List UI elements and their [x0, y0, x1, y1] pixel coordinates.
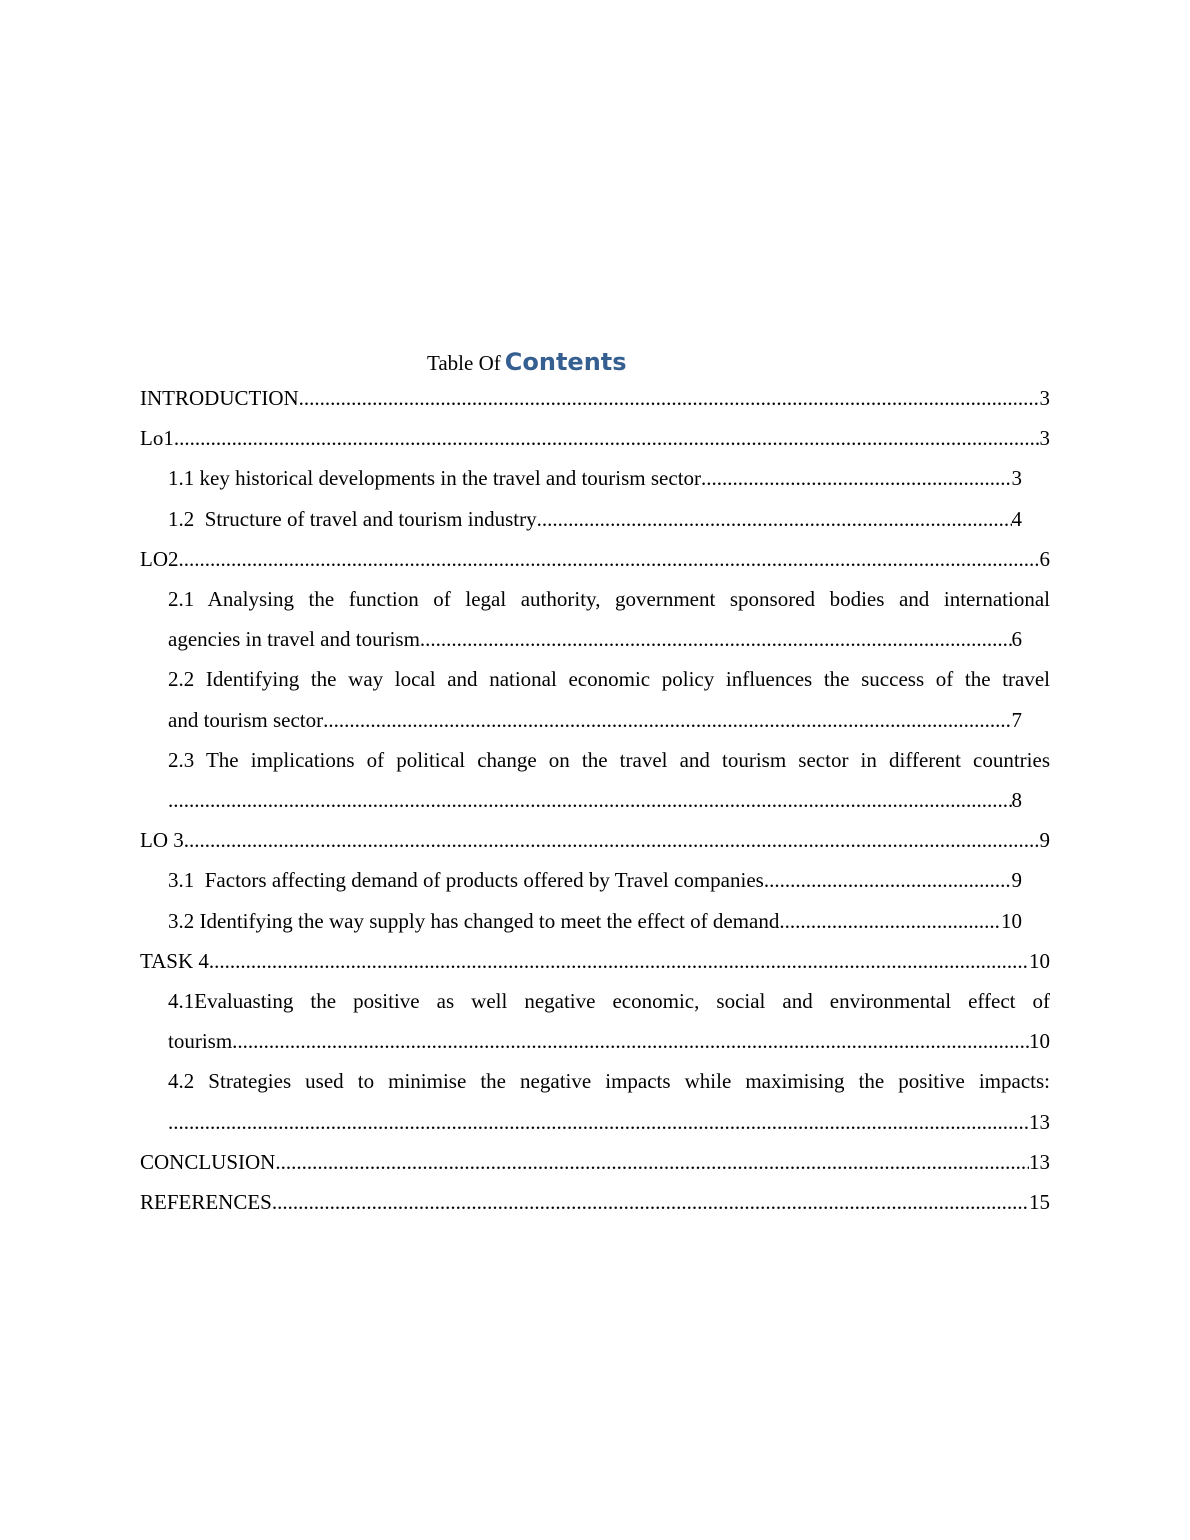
toc-entry-lo1[interactable]: [140, 418, 1050, 458]
toc-entry-lo2[interactable]: [140, 539, 1050, 579]
toc-leader-dots: [168, 780, 1012, 820]
toc-page-number: 13: [1029, 1149, 1050, 1174]
toc-page-number: 3: [1011, 466, 1022, 491]
toc-entry-label-line2: tourism: [168, 1029, 233, 1054]
toc-entry-label-line1: 4.2 Strategies used to minimise the negative impacts while maximising the positive impacts:: [168, 1069, 1050, 1094]
toc-entry-1-2[interactable]: [168, 499, 1022, 539]
toc-page-number: 10: [1029, 948, 1050, 973]
toc-entry-label: CONCLUSION: [140, 1149, 276, 1174]
toc-page-number: 15: [1029, 1190, 1050, 1215]
toc-entry-label-line2: agencies in travel and tourism: [168, 627, 420, 652]
toc-leader-dots: [537, 499, 1012, 539]
toc-leader-dots: [168, 1102, 1029, 1142]
toc-entry-label-line1: 2.3 The implications of political change on the travel and tourism sector in different countries: [168, 747, 1050, 772]
toc-entry-conclusion[interactable]: [140, 1142, 1050, 1182]
toc-page-number: 10: [1001, 908, 1022, 933]
toc-entry-label-line1: 2.1 Analysing the function of legal authority, government sponsored bodies and international: [168, 587, 1050, 612]
toc-leader-dots: [764, 860, 1012, 900]
toc-entry-4-2[interactable]: [140, 1061, 1050, 1141]
toc-leader-dots: [272, 1182, 1029, 1222]
toc-page-number: 6: [1011, 627, 1022, 652]
toc-entry-label-line1: 4.1Evaluasting the positive as well negative economic, social and environmental effect of: [168, 989, 1050, 1014]
toc-entry-label: INTRODUCTION: [140, 386, 299, 410]
toc-entry-label-line1: 2.2 Identifying the way local and national economic policy influences the success of the travel: [168, 667, 1050, 692]
toc-page-number: 10: [1029, 1029, 1050, 1054]
toc-entry-2-1[interactable]: [140, 579, 1050, 659]
toc-leader-dots: [209, 941, 1029, 981]
toc-leader-dots: [420, 619, 1012, 659]
toc-entry-label: 3.1 Factors affecting demand of products offered by Travel companies: [168, 868, 764, 893]
toc-page-number: 4: [1011, 506, 1022, 531]
toc-leader-dots: [701, 458, 1011, 498]
toc-leader-dots: [174, 418, 1040, 458]
toc-entry-label: 1.1 key historical developments in the travel and tourism sector: [168, 466, 702, 491]
toc-entry-references[interactable]: [140, 1182, 1050, 1222]
toc-entry-label: TASK 4: [140, 948, 209, 973]
toc-page-number: 3: [1039, 426, 1050, 451]
toc-page-number: 9: [1011, 868, 1022, 893]
toc-page-number: 7: [1011, 707, 1022, 732]
toc-leader-dots: [179, 539, 1040, 579]
toc-leader-dots: [779, 901, 1001, 941]
toc-page-number: 6: [1039, 546, 1050, 571]
toc-leader-dots: [184, 820, 1040, 860]
toc-entry-2-3[interactable]: [140, 740, 1050, 820]
toc-entry-label: LO 3: [140, 828, 184, 853]
toc-page-number: 8: [1011, 788, 1022, 813]
toc-entry-label: REFERENCES: [140, 1190, 272, 1215]
toc-page-number: 9: [1039, 828, 1050, 853]
toc-entry-1-1[interactable]: [168, 458, 1022, 498]
toc-leader-dots: [232, 1021, 1029, 1061]
toc-title-prefix: Table Of: [427, 351, 501, 375]
toc-page-number: 13: [1029, 1109, 1050, 1134]
toc-list: [140, 378, 1050, 1222]
toc-leader-dots: [299, 378, 1040, 418]
toc-title: [427, 348, 627, 376]
toc-entry-introduction[interactable]: [140, 378, 1050, 418]
toc-leader-dots: [323, 700, 1011, 740]
toc-entry-label: Lo1: [140, 426, 174, 451]
toc-entry-label: LO2: [140, 546, 179, 571]
toc-leader-dots: [275, 1142, 1029, 1182]
toc-entry-label: 3.2 Identifying the way supply has changed to meet the effect of demand: [168, 908, 780, 933]
toc-entry-3-1[interactable]: [168, 860, 1022, 900]
toc-entry-3-2[interactable]: [168, 901, 1022, 941]
toc-title-accent: Contents: [504, 348, 627, 376]
toc-entry-lo3[interactable]: [140, 820, 1050, 860]
toc-entry-label-line2: and tourism sector: [168, 707, 324, 732]
toc-entry-task4[interactable]: [140, 941, 1050, 981]
toc-entry-label: 1.2 Structure of travel and tourism industry: [168, 506, 537, 531]
toc-entry-4-1[interactable]: [140, 981, 1050, 1061]
toc-entry-2-2[interactable]: [140, 659, 1050, 739]
toc-page-number: 3: [1039, 386, 1050, 410]
